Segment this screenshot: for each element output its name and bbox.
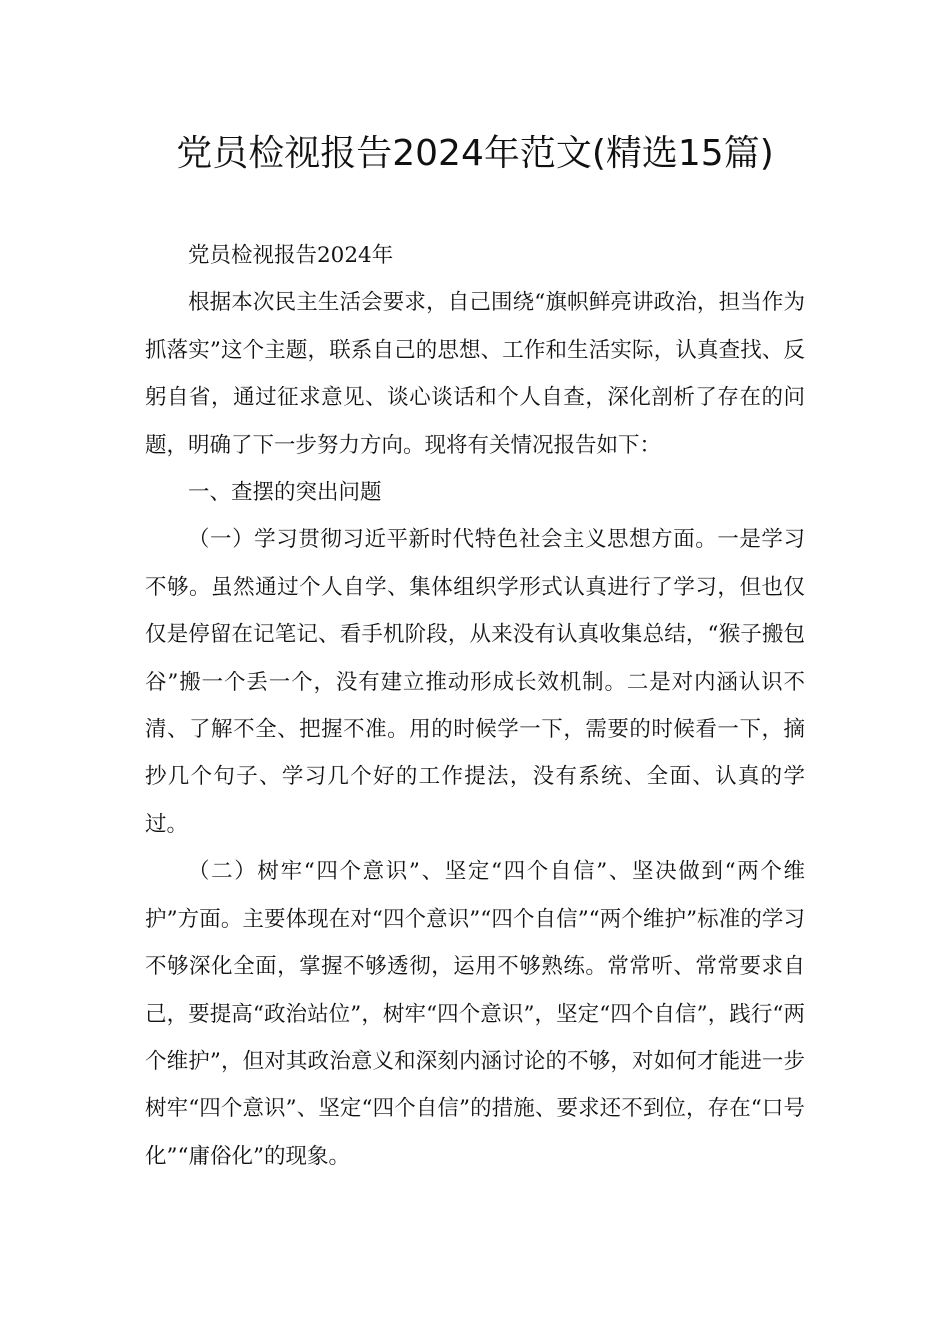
document-body bbox=[145, 232, 805, 1180]
document-title: 党员检视报告2024年范文(精选15篇) bbox=[176, 133, 774, 174]
paragraph-awareness: （二）树牢“四个意识”、坚定“四个自信”、坚决做到“两个维护”方面。主要体现在对“四个意识”“四个自信”“两个维护”标准的学习不够深化全面，掌握不够透彻，运用不够熟练。常常听、常常要求自己，要提高“政治站位”，树牢“四个意识”，坚定“四个自信”，践行“两个维护”，但对其政治意义和深刻内涵讨论的不够，对如何才能进一步树牢“四个意识”、坚定“四个自信”的措施、要求还不到位，存在“口号化”“庸俗化”的现象。 bbox=[145, 859, 805, 1169]
paragraph-study: （一）学习贯彻习近平新时代特色社会主义思想方面。一是学习不够。虽然通过个人自学、集体组织学形式认真进行了学习，但也仅仅是停留在记笔记、看手机阶段，从来没有认真收集总结，“猴子搬包谷”搬一个丢一个，没有建立推动形成长效机制。二是对内涵认识不清、了解不全、把握不准。用的时候学一下，需要的时候看一下，摘抄几个句子、学习几个好的工作提法，没有系统、全面、认真的学过。 bbox=[145, 527, 805, 837]
section-heading-report: 党员检视报告2024年 bbox=[188, 243, 394, 268]
section-heading-problems: 一、查摆的突出问题 bbox=[188, 480, 382, 506]
intro-paragraph: 根据本次民主生活会要求，自己围绕“旗帜鲜亮讲政治，担当作为抓落实”这个主题，联系自己的思想、工作和生活实际，认真查找、反躬自省，通过征求意见、谈心谈话和个人自查，深化剖析了存在的问题，明确了下一步努力方向。现将有关情况报告如下： bbox=[145, 290, 805, 458]
